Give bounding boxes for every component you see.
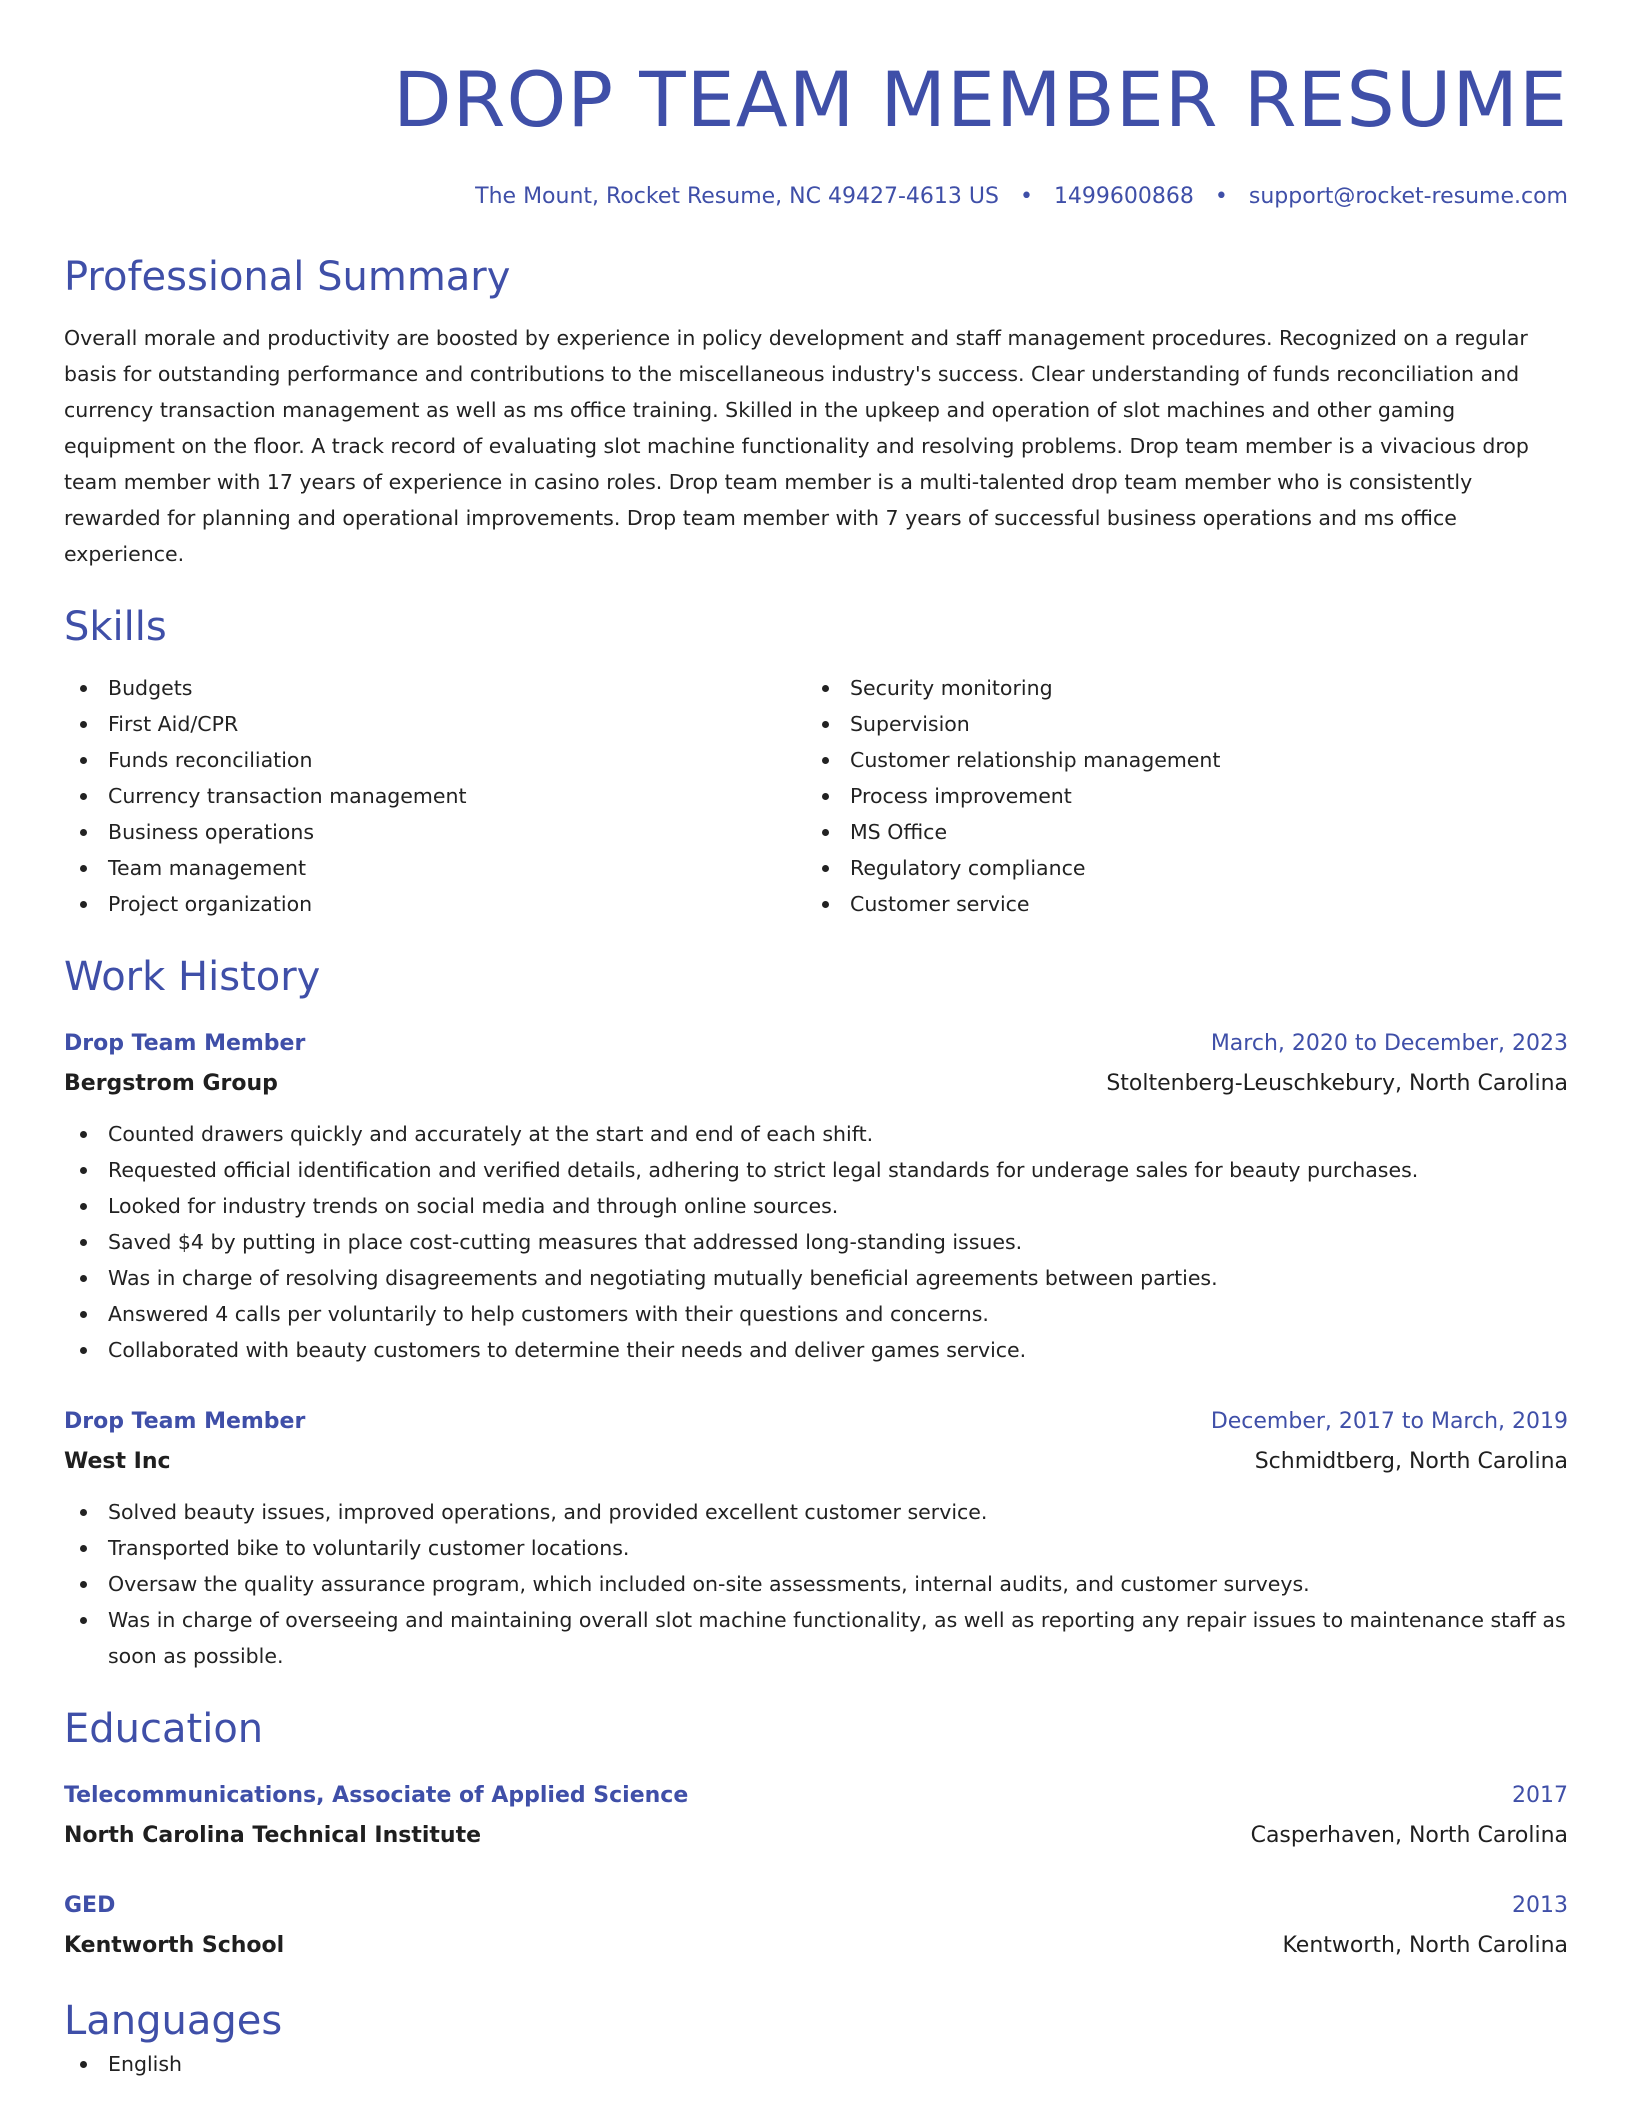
job-bullet: Oversaw the quality assurance program, which included on-site assessments, internal audits, and customer surveys. [64,1566,1568,1602]
skill-item: Funds reconciliation [64,742,806,778]
job-dates: March, 2020 to December, 2023 [1210,1031,1568,1056]
languages-list [64,2046,1568,2082]
education-header-row [64,1776,1568,1816]
job-location: Stoltenberg-Leuschkebury, North Carolina [1106,1071,1568,1096]
job-header-row [64,1024,1568,1064]
job-bullets [64,1116,1568,1368]
skill-item: MS Office [806,814,1548,850]
skill-item: Process improvement [806,778,1548,814]
skill-item: Project organization [64,886,806,922]
languages-heading: Languages [64,1998,283,2044]
education-heading: Education [64,1706,264,1752]
job-role: Drop Team Member [64,1409,306,1434]
contact-phone: 1499600868 [1053,184,1194,209]
job-bullet: Was in charge of resolving disagreements and negotiating mutually beneficial agreements between parties. [64,1260,1568,1296]
skill-item: Customer relationship management [806,742,1548,778]
work-history-heading: Work History [64,954,321,1000]
education-school: North Carolina Technical Institute [64,1823,482,1848]
job-company: West Inc [64,1449,171,1474]
skill-item: Regulatory compliance [806,850,1548,886]
job-company-row [64,1064,1568,1104]
job-bullet: Requested official identification and verified details, adhering to strict legal standards for underage sales for beauty purchases. [64,1152,1568,1188]
resume-header [64,52,1568,212]
contact-address: The Mount, Rocket Resume, NC 49427-4613 US [475,184,999,209]
contact-email[interactable]: support@rocket-resume.com [1248,184,1568,209]
education-entry [64,1886,1568,1966]
contact-separator: • [1214,184,1228,209]
job-entry [64,1402,1568,1674]
job-company: Bergstrom Group [64,1071,278,1096]
job-bullet: Transported bike to voluntarily customer locations. [64,1530,1568,1566]
contact-line [64,182,1568,212]
job-entry [64,1024,1568,1368]
job-bullet: Counted drawers quickly and accurately at the start and end of each shift. [64,1116,1568,1152]
education-location: Kentworth, North Carolina [1282,1933,1568,1958]
summary-text: Overall morale and productivity are boosted by experience in policy development and staff management procedures. Recognized on a regular basis for outstanding performance and contributions to the miscellaneous industry's success. Clear understanding of funds reconciliation and currency transaction management as well as ms office training. Skilled in the upkeep and operation of slot machines and other gaming equipment on the floor. A track record of evaluating slot machine functionality and resolving problems. Drop team member is a vivacious drop team member with 17 years of experience in casino roles. Drop team member is a multi-talented drop team member who is consistently rewarded for planning and operational improvements. Drop team member with 7 years of successful business operations and ms office experience. [64,326,1529,566]
resume-title: DROP TEAM MEMBER RESUME [393,55,1568,144]
job-bullet: Collaborated with beauty customers to determine their needs and deliver games service. [64,1332,1568,1368]
education-degree: Telecommunications, Associate of Applied Science [64,1783,689,1808]
language-item: English [64,2046,1568,2082]
contact-separator: • [1019,184,1033,209]
skill-item: Customer service [806,886,1548,922]
skill-item: Team management [64,850,806,886]
education-school-row [64,1926,1568,1966]
job-bullet: Answered 4 calls per voluntarily to help customers with their questions and concerns. [64,1296,1568,1332]
education-entry [64,1776,1568,1856]
job-bullet: Looked for industry trends on social media and through online sources. [64,1188,1568,1224]
summary-heading: Professional Summary [64,254,511,300]
skill-item: Budgets [64,670,806,706]
job-company-row [64,1442,1568,1482]
job-bullet: Was in charge of overseeing and maintaining overall slot machine functionality, as well as reporting any repair issues to maintenance staff as soon as possible. [64,1602,1568,1674]
skill-item: Security monitoring [806,670,1548,706]
job-bullets [64,1494,1568,1674]
education-school: Kentworth School [64,1933,285,1958]
education-year: 2017 [1512,1783,1568,1808]
education-year: 2013 [1512,1893,1568,1918]
education-header-row [64,1886,1568,1926]
job-bullet: Solved beauty issues, improved operations, and provided excellent customer service. [64,1494,1568,1530]
skill-item: First Aid/CPR [64,706,806,742]
education-degree: GED [64,1893,116,1918]
skill-item: Currency transaction management [64,778,806,814]
job-role: Drop Team Member [64,1031,306,1056]
skills-right-column [806,670,1548,922]
skills-left-column [64,670,806,922]
skills-grid [64,670,1568,922]
job-location: Schmidtberg, North Carolina [1254,1449,1568,1474]
job-header-row [64,1402,1568,1442]
job-dates: December, 2017 to March, 2019 [1210,1409,1568,1434]
education-location: Casperhaven, North Carolina [1250,1823,1568,1848]
skill-item: Business operations [64,814,806,850]
job-bullet: Saved $4 by putting in place cost-cutting measures that addressed long-standing issues. [64,1224,1568,1260]
education-school-row [64,1816,1568,1856]
skills-heading: Skills [64,604,167,650]
skill-item: Supervision [806,706,1548,742]
